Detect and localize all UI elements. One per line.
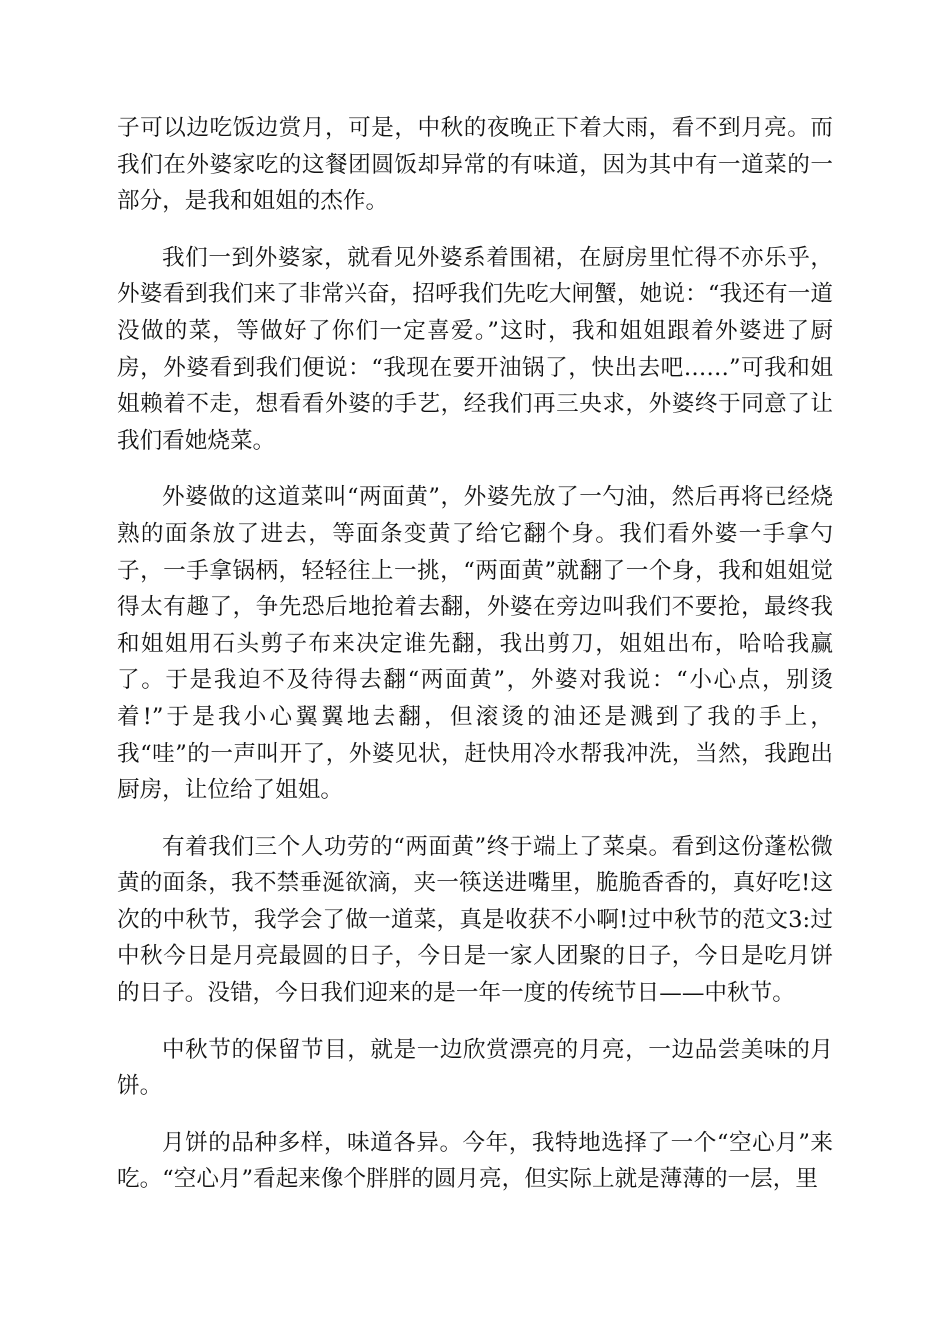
paragraph-6: 月饼的品种多样，味道各异。今年，我特地选择了一个“空心月”来吃。“空心月”看起来像个胖胖的圆月亮，但实际上就是薄薄的一层，里 <box>117 1129 833 1193</box>
paragraph-5: 中秋节的保留节目，就是一边欣赏漂亮的月亮，一边品尝美味的月饼。 <box>117 1036 833 1100</box>
paragraph-2: 我们一到外婆家，就看见外婆系着围裙，在厨房里忙得不亦乐乎，外婆看到我们来了非常兴奋，招呼我们先吃大闸蟹，她说：“我还有一道没做的菜，等做好了你们一定喜爱。”这时，我和姐姐跟着外婆进了厨房，外婆看到我们便说：“我现在要开油锅了，快出去吧……”可我和姐姐赖着不走，想看看外婆的手艺，经我们再三央求，外婆终于同意了让我们看她烧菜。 <box>117 244 833 454</box>
document-body <box>117 110 833 1218</box>
paragraph-3: 外婆做的这道菜叫“两面黄”，外婆先放了一勺油，然后再将已经烧熟的面条放了进去，等面条变黄了给它翻个身。我们看外婆一手拿勺子，一手拿锅柄，轻轻往上一挑，“两面黄”就翻了一个身，我和姐姐觉得太有趣了，争先恐后地抢着去翻，外婆在旁边叫我们不要抢，最终我和姐姐用石头剪子布来决定谁先翻，我出剪刀，姐姐出布，哈哈我赢了。于是我迫不及待得去翻“两面黄”，外婆对我说：“小心点，别烫着!”于是我小心翼翼地去翻，但滚烫的油还是溅到了我的手上，我“哇”的一声叫开了，外婆见状，赶快用冷水帮我冲洗，当然，我跑出厨房，让位给了姐姐。 <box>117 484 833 804</box>
paragraph-1: 子可以边吃饭边赏月，可是，中秋的夜晚正下着大雨，看不到月亮。而我们在外婆家吃的这餐团圆饭却异常的有味道，因为其中有一道菜的一部分，是我和姐姐的杰作。 <box>117 115 833 215</box>
paragraph-4: 有着我们三个人功劳的“两面黄”终于端上了菜桌。看到这份蓬松微黄的面条，我不禁垂涎欲滴，夹一筷送进嘴里，脆脆香香的，真好吃!这次的中秋节，我学会了做一道菜，真是收获不小啊!过中秋节的范文3:过中秋今日是月亮最圆的日子，今日是一家人团聚的日子，今日是吃月饼的日子。没错，今日我们迎来的是一年一度的传统节日——中秋节。 <box>117 833 833 1007</box>
